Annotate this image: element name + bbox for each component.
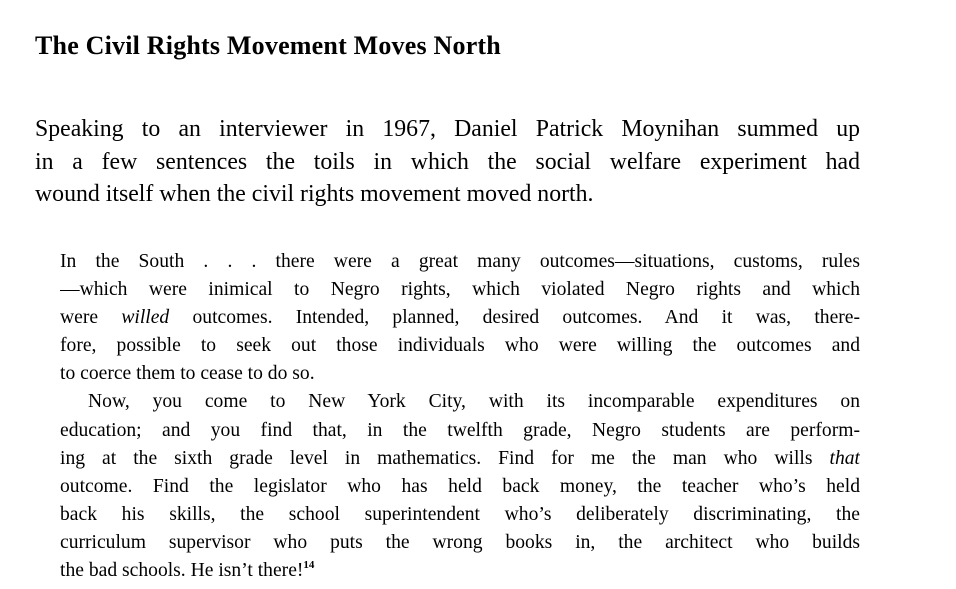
emphasis-willed: willed: [121, 307, 170, 329]
quote-paragraph-2: [60, 388, 860, 585]
quote-line: education; and you find that, in the twelfth grade, Negro students are perform-: [60, 419, 860, 441]
quote-text: were: [60, 307, 122, 329]
quote-line: In the South . . . there were a great many outcomes—situations, customs, rules: [60, 251, 860, 272]
quote-line: [60, 445, 860, 473]
emphasis-that: that: [829, 447, 860, 469]
intro-line: Speaking to an interviewer in 1967, Daniel Patrick Moynihan summed up: [35, 116, 860, 142]
quote-line: back his skills, the school superintendent who’s deliberately discriminating, the: [60, 503, 860, 525]
quote-line: Now, you come to New York City, with its incomparable expenditures on: [88, 391, 860, 413]
quote-line: to coerce them to cease to do so.: [60, 363, 315, 385]
intro-paragraph: [35, 113, 860, 211]
footnote-marker: 14: [303, 559, 315, 572]
quote-line: [60, 304, 860, 332]
section-heading: The Civil Rights Movement Moves North: [35, 31, 501, 60]
quote-line: curriculum supervisor who puts the wrong books in, the architect who builds: [60, 531, 860, 553]
quote-paragraph-1: [60, 248, 860, 388]
quote-text: ing at the sixth grade level in mathematics. Find for me the man who wills: [60, 447, 830, 469]
intro-line: in a few sentences the toils in which the social welfare experiment had: [35, 148, 860, 175]
quote-text: outcomes. Intended, planned, desired outcomes. And it was, there-: [169, 307, 860, 329]
quote-line: [60, 557, 860, 585]
block-quote: [60, 248, 860, 585]
quote-line: outcome. Find the legislator who has held back money, the teacher who’s held: [60, 475, 860, 497]
intro-line: wound itself when the civil rights movement moved north.: [35, 181, 594, 207]
quote-line: —which were inimical to Negro rights, which violated Negro rights and which: [60, 279, 860, 301]
quote-text: the bad schools. He isn’t there!: [60, 560, 304, 582]
quote-line: fore, possible to seek out those individuals who were willing the outcomes and: [60, 335, 860, 357]
